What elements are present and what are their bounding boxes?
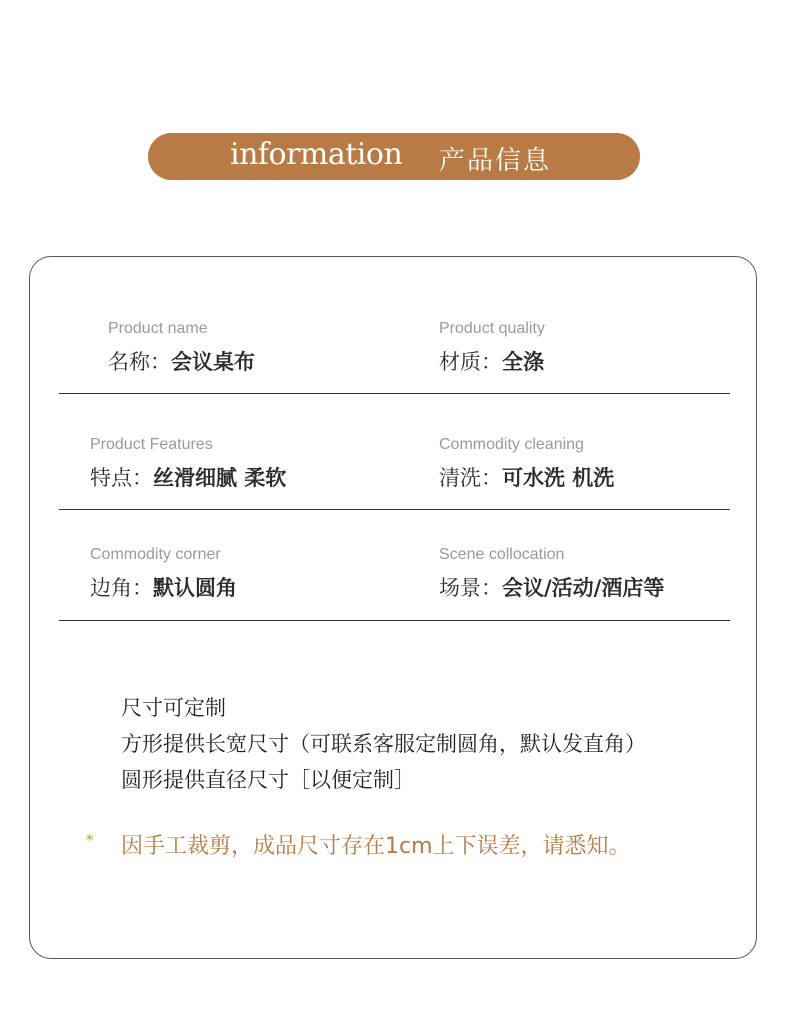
spec-label-en: Product name — [108, 320, 208, 337]
spec-value: 默认圆角 — [153, 576, 237, 600]
spec-value: 可水洗 机洗 — [502, 466, 615, 490]
spec-line — [90, 572, 237, 602]
spec-line — [108, 346, 255, 376]
spec-label-en: Product Features — [90, 436, 213, 453]
tolerance-warning: 因手工裁剪，成品尺寸存在1cm上下误差，请悉知。 — [121, 834, 631, 859]
row-divider — [59, 509, 730, 510]
spec-label-cn: 场景： — [439, 576, 502, 600]
spec-product-features — [90, 436, 286, 492]
spec-line — [439, 572, 664, 602]
spec-value: 全涤 — [502, 350, 544, 374]
spec-label-cn: 边角： — [90, 576, 153, 600]
banner-title-cn: 产品信息 — [439, 146, 552, 176]
note-line: 方形提供长宽尺寸（可联系客服定制圆角，默认发直角） — [121, 732, 646, 756]
note-line: 圆形提供直径尺寸［以便定制］ — [121, 768, 415, 792]
spec-scene-collocation — [439, 546, 664, 602]
spec-line — [439, 462, 614, 492]
spec-label-en: Product quality — [439, 320, 545, 337]
row-divider — [59, 620, 730, 621]
spec-value: 会议桌布 — [171, 350, 255, 374]
spec-product-name — [108, 320, 255, 376]
size-notes — [121, 690, 646, 798]
spec-line — [90, 462, 286, 492]
spec-product-quality — [439, 320, 545, 376]
spec-commodity-corner — [90, 546, 237, 602]
spec-label-en: Commodity corner — [90, 546, 221, 563]
spec-line — [439, 346, 545, 376]
banner-title-en: information — [230, 137, 403, 172]
spec-commodity-cleaning — [439, 436, 614, 492]
spec-label-en: Scene collocation — [439, 546, 565, 563]
spec-label-en: Commodity cleaning — [439, 436, 584, 453]
spec-label-cn: 名称： — [108, 350, 171, 374]
info-banner — [148, 133, 640, 180]
spec-label-cn: 清洗： — [439, 466, 502, 490]
note-line: 尺寸可定制 — [121, 696, 226, 720]
asterisk-icon: * — [86, 831, 94, 849]
spec-label-cn: 材质： — [439, 350, 502, 374]
row-divider — [59, 393, 730, 394]
spec-value: 会议/活动/酒店等 — [502, 576, 665, 600]
spec-label-cn: 特点： — [90, 466, 153, 490]
spec-value: 丝滑细腻 柔软 — [153, 466, 287, 490]
